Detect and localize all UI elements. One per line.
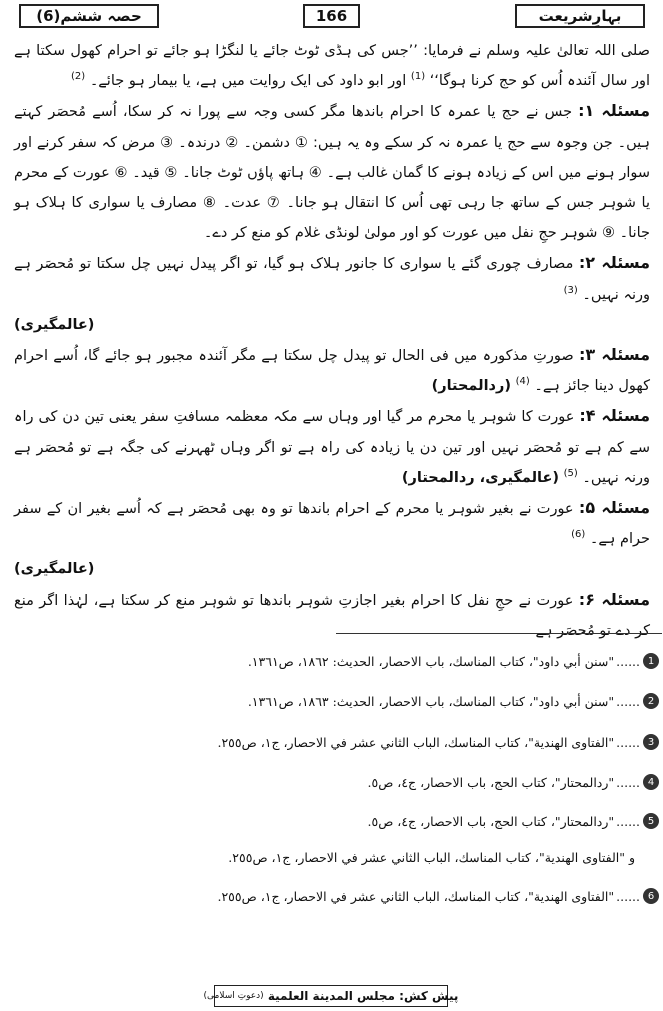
publisher-footer: [203, 985, 459, 1007]
footnote-6: [4, 885, 659, 907]
footnote-text: "سنن أبي داود"، كتاب المناسك، باب الاحصار، الحديث: ١٨٦٢، ص١٣٦١.: [247, 653, 615, 669]
masala-3: [14, 340, 650, 401]
masala-3-text: صورتِ مذکورہ میں فی الحال تو پیدل چل سکتا ہے مگر آئندہ مجبور ہو جائے گا، اُسے احرام کھول دینا جائز ہے۔: [14, 348, 650, 395]
masala-1: [14, 96, 650, 248]
footnote-4: [4, 771, 659, 793]
footnote-5-continuation: [5, 846, 635, 868]
ref-4: (4): [515, 376, 530, 388]
masala-6: [14, 585, 650, 646]
footer-prefix: پیش کش:: [399, 989, 459, 1003]
masala-4: [14, 401, 650, 493]
footnote-2: [4, 690, 659, 712]
footnote-5: [4, 810, 659, 832]
masala-1-text: جس نے حج یا عمرہ کا احرام باندھا مگر کسی وجہ سے پورا نہ کر سکا، اُسے مُحصَر کہتے ہیں۔ جن وجوہ سے حج یا عمرہ نہ کر سکے وہ یہ ہیں: ① دشمن۔ ② درندہ۔ ③ مرض کہ سفر کرنے اور سوار ہونے میں اس کے زیادہ ہونے کا گمان غالب ہے۔ ④ ہاتھ پاؤں ٹوٹ جانا۔ ⑤ قید۔ ⑥ عورت کے محرم یا شوہر جس کے ساتھ جا رہی تھی اُس کا انتقال ہو جانا۔ ⑦ عدت۔ ⑧ مصارف یا سواری کا ہلاک ہو جانا۔ ⑨ شوہر حجِ نفل میں عورت کو اور مولیٰ لونڈی غلام کو منع کر دے۔: [14, 104, 650, 242]
masala-2-label: مسئلہ ۲:: [578, 253, 650, 273]
footnote-dots: ......: [616, 734, 640, 750]
masala-6-label: مسئلہ ۶:: [578, 589, 650, 609]
masala-4-source: (عالمگیری، ردالمحتار): [401, 469, 559, 486]
footnote-text: "الفتاوى الهندية"، كتاب المناسك، الباب الثاني عشر في الاحصار، ج١، ص٢٥٥.: [217, 734, 615, 750]
footnote-text: "ردالمحتار"، كتاب الحج، باب الاحصار، ج٤، ص٥.: [367, 813, 615, 829]
intro-paragraph: [14, 36, 650, 96]
section-label: حصہ ششم(6): [19, 4, 159, 28]
masala-2-text: مصارف چوری گئے یا سواری کا جانور ہلاک ہو گیا، تو اگر پیدل نہیں چل سکتا تو مُحصَر ہے ورنہ نہیں۔: [14, 256, 650, 303]
ref-5: (5): [563, 468, 578, 480]
page-number: 166: [303, 4, 360, 28]
ref-6: (6): [571, 529, 586, 541]
masala-3-source: (ردالمحتار): [431, 378, 511, 395]
footnote-dots: ......: [616, 693, 640, 709]
footnote-text: "سنن أبي داود"، كتاب المناسك، باب الاحصار، الحديث: ١٨٦٣، ص١٣٦١.: [247, 693, 615, 709]
footer-suffix: (دعوتِ اسلامی): [203, 991, 264, 1001]
footnote-number: 3: [643, 734, 659, 750]
masala-2-source-line: [14, 310, 650, 340]
footnote-dots: ......: [616, 774, 640, 790]
intro-text-2: اور ابو داود کی ایک روایت میں ہے، یا بیمار ہو جائے۔: [89, 73, 407, 90]
footnote-number: 6: [643, 888, 659, 904]
footnote-3: [4, 731, 659, 753]
masala-2-source: (عالمگیری): [14, 316, 95, 333]
masala-5-label: مسئلہ ۵:: [578, 498, 650, 518]
book-title: بہارِشریعت: [515, 4, 645, 28]
masala-4-label: مسئلہ ۴:: [579, 406, 651, 426]
footnote-number: 1: [643, 653, 659, 669]
footnote-text: "ردالمحتار"، كتاب الحج، باب الاحصار، ج٤، ص٥.: [367, 774, 615, 790]
intro-text: صلی اللہ تعالیٰ علیہ وسلم نے فرمایا: ’’جس کی ہڈی ٹوٹ جائے یا لنگڑا ہو جائے تو احرام کھول سکتا ہے اور سال آئندہ اُس کو حج کرنا ہوگا‘‘: [14, 43, 650, 90]
footnote-number: 5: [643, 813, 659, 829]
footer-org: مجلس المدينة العلمية: [267, 989, 395, 1003]
footnote-number: 2: [643, 693, 659, 709]
footnote-text: "الفتاوى الهندية"، كتاب المناسك، الباب الثاني عشر في الاحصار، ج١، ص٢٥٥.: [217, 888, 615, 904]
ref-1: (1): [410, 71, 426, 83]
ref-2: (2): [71, 71, 86, 83]
masala-6-text: عورت نے حجِ نفل کا احرام بغیر اجازتِ شوہر باندھا تو شوہر منع کر سکتا ہے، لہٰذا اگر منع کر دے تو مُحصَر ہے: [14, 592, 650, 639]
masala-2: [14, 248, 650, 309]
main-text: [14, 36, 650, 646]
masala-5-text: عورت نے بغیر شوہر یا محرم کے احرام باندھا تو وہ بھی مُحصَر ہے کہ اُسے بغیر ان کے سفر حرام ہے۔: [14, 501, 650, 548]
masala-5: [14, 493, 650, 554]
footnote-dots: ......: [616, 888, 640, 904]
masala-3-label: مسئلہ ۳:: [578, 345, 651, 365]
masala-4-text: عورت کا شوہر یا محرم مر گیا اور وہاں سے مکہ معظمہ مسافتِ سفر یعنی تین دن کی راہ سے کم ہے تو مُحصَر نہیں اور تین دن یا زیادہ کی راہ ہے تو اگر وہاں ٹھہرنے کی جگہ ہے تو مُحصَر ہے ورنہ نہیں۔: [14, 409, 650, 486]
footnote-dots: ......: [616, 813, 640, 829]
footnote-number: 4: [643, 774, 659, 790]
masala-1-label: مسئلہ ۱:: [578, 101, 650, 121]
footnote-divider: [336, 633, 662, 634]
masala-5-source: (عالمگیری): [14, 561, 95, 578]
ref-3: (3): [563, 284, 578, 296]
page-header: [0, 4, 663, 34]
footnote-dots: ......: [616, 653, 640, 669]
masala-5-source-line: [14, 554, 650, 584]
footnote-1: [4, 650, 659, 672]
footnote-text: و "الفتاوى الهندية"، كتاب المناسك، الباب الثاني عشر في الاحصار، ج١، ص٢٥٥.: [228, 849, 635, 865]
